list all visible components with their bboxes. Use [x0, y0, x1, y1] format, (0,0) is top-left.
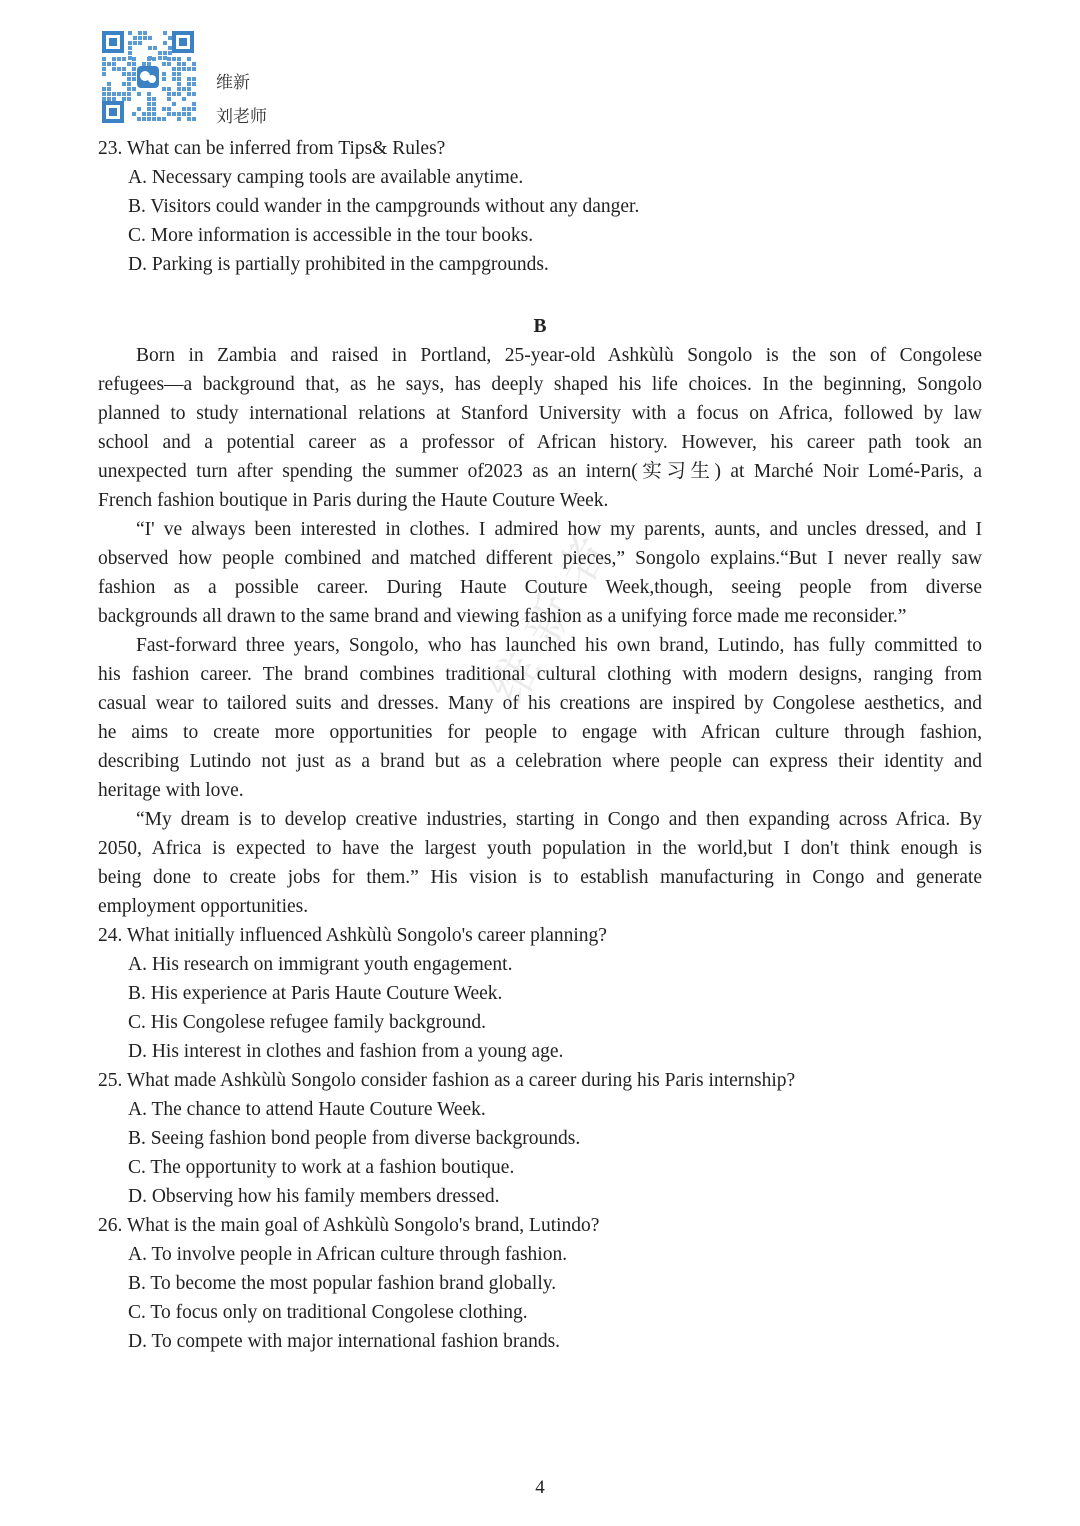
paragraph-line: planned to study international relations at Stanford University with a focus on Africa, followed by law — [98, 403, 982, 424]
paragraph-line: heritage with love. — [98, 780, 244, 801]
option: B. His experience at Paris Haute Couture Week. — [128, 983, 503, 1004]
option: C. His Congolese refugee family background. — [128, 1012, 486, 1033]
question-23 — [98, 134, 982, 279]
option: D. Parking is partially prohibited in the campgrounds. — [128, 254, 549, 275]
paragraph-line: “I' ve always been interested in clothes. I admired how my parents, aunts, and uncles dressed, and I — [136, 519, 982, 540]
paragraph-line: Fast-forward three years, Songolo, who has launched his own brand, Lutindo, has fully committed to — [136, 635, 982, 656]
watermark: 维新者 — [481, 509, 630, 713]
paragraph-line: Born in Zambia and raised in Portland, 25-year-old Ashkùlù Songolo is the son of Congolese — [136, 345, 982, 366]
question-text: 23. What can be inferred from Tips& Rules? — [98, 138, 446, 159]
option: A. The chance to attend Haute Couture Week. — [128, 1099, 486, 1120]
option: C. To focus only on traditional Congolese clothing. — [128, 1302, 528, 1323]
paragraph-line: he aims to create more opportunities for people to engage with African culture through fashion, — [98, 722, 982, 743]
option: D. Observing how his family members dressed. — [128, 1186, 500, 1207]
paragraph-line: refugees—a background that, as he says, has deeply shaped his life choices. In the beginning, Songolo — [98, 374, 982, 395]
paragraph-line: backgrounds all drawn to the same brand and viewing fashion as a unifying force made me reconsider.” — [98, 606, 907, 627]
paragraph-line: his fashion career. The brand combines traditional cultural clothing with modern designs, ranging from — [98, 664, 982, 685]
option: C. More information is accessible in the tour books. — [128, 225, 534, 246]
paragraph-line: being done to create jobs for them.” His vision is to establish manufacturing in Congo and generate — [98, 867, 982, 888]
brand-teacher: 刘老师 — [216, 107, 267, 126]
option: C. The opportunity to work at a fashion boutique. — [128, 1157, 515, 1178]
option: B. To become the most popular fashion brand globally. — [128, 1273, 557, 1294]
paragraph-line: 2050, Africa is expected to have the largest youth population in the world,but I don't think enough is — [98, 838, 982, 859]
option: A. Necessary camping tools are available anytime. — [128, 167, 524, 188]
paragraph-line: unexpected turn after spending the summer of2023 as an intern(实习生) at Marché Noir Lomé-Paris, a — [98, 461, 982, 482]
option: B. Visitors could wander in the campgrounds without any danger. — [128, 196, 640, 217]
brand-name: 维新 — [216, 73, 250, 92]
option: D. To compete with major international fashion brands. — [128, 1331, 561, 1352]
paragraph-line: casual wear to tailored suits and dresses. Many of his creations are inspired by Congolese aesthetics, and — [98, 693, 982, 714]
paragraph-line: fashion as a possible career. During Haute Couture Week,though, seeing people from diverse — [98, 577, 982, 598]
paragraph-line: “My dream is to develop creative industries, starting in Congo and then expanding across Africa. By — [136, 809, 982, 830]
paragraph-line: French fashion boutique in Paris during the Haute Couture Week. — [98, 490, 609, 511]
option: A. To involve people in African culture through fashion. — [128, 1244, 568, 1265]
question-text: 25. What made Ashkùlù Songolo consider fashion as a career during his Paris internship? — [98, 1070, 796, 1091]
question-text: 26. What is the main goal of Ashkùlù Songolo's brand, Lutindo? — [98, 1215, 600, 1236]
qr-code-icon — [100, 29, 196, 125]
option: A. His research on immigrant youth engagement. — [128, 954, 513, 975]
passage-and-questions — [98, 341, 982, 1356]
paragraph-line: employment opportunities. — [98, 896, 309, 917]
option: D. His interest in clothes and fashion from a young age. — [128, 1041, 564, 1062]
section-heading — [98, 312, 982, 341]
page-number: 4 — [535, 1477, 545, 1498]
question-text: 24. What initially influenced Ashkùlù Songolo's career planning? — [98, 925, 607, 946]
paragraph-line: describing Lutindo not just as a brand but as a celebration where people can express their identity and — [98, 751, 982, 772]
option: B. Seeing fashion bond people from diverse backgrounds. — [128, 1128, 581, 1149]
section-b-heading: B — [533, 316, 547, 337]
paragraph-line: observed how people combined and matched different pieces,” Songolo explains.“But I never really saw — [98, 548, 982, 569]
paragraph-line: school and a potential career as a professor of African history. However, his career path took an — [98, 432, 982, 453]
